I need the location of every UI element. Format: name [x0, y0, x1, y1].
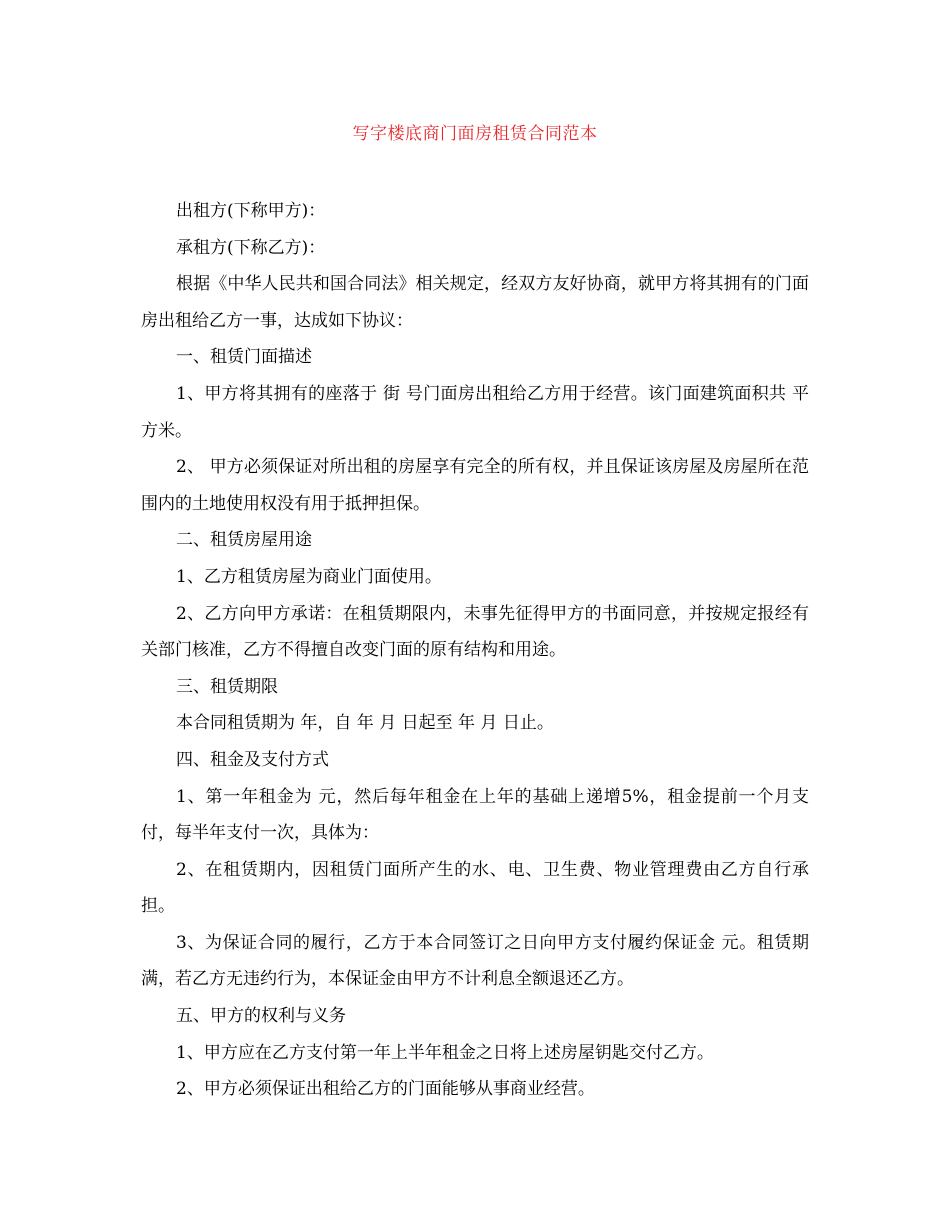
paragraph-lessor: 出租方(下称甲方)：	[176, 201, 326, 221]
section-heading-2: 二、租赁房屋用途	[176, 530, 312, 551]
section-heading-3: 三、租赁期限	[176, 676, 278, 697]
document-body	[141, 193, 809, 1108]
clause-5-2: 2、甲方必须保证出租给乙方的门面能够从事商业经营。	[176, 1079, 595, 1100]
clause-4-1: 1、第一年租金为 元，然后每年租金在上年的基础上递增5%，租金提前一个月支付，每半年支付一次，具体为：	[141, 786, 809, 844]
document-title: 写字楼底商门面房租赁合同范本	[352, 124, 598, 144]
clause-2-1: 1、乙方租赁房屋为商业门面使用。	[176, 566, 442, 587]
section-heading-1: 一、租赁门面描述	[176, 347, 312, 368]
clause-1-1: 1、甲方将其拥有的座落于 街 号门面房出租给乙方用于经营。该门面建筑面积共 平方米。	[141, 383, 809, 441]
section-heading-4: 四、租金及支付方式	[176, 749, 329, 770]
clause-1-2: 2、 甲方必须保证对所出租的房屋享有完全的所有权，并且保证该房屋及房屋所在范围内的土地使用权没有用于抵押担保。	[141, 457, 809, 514]
clause-3-1: 本合同租赁期为 年，自 年 月 日起至 年 月 日止。	[176, 713, 554, 734]
paragraph-preamble: 根据《中华人民共和国合同法》相关规定，经双方友好协商，就甲方将其拥有的门面房出租给乙方一事，达成如下协议：	[141, 274, 809, 331]
clause-4-3: 3、为保证合同的履行，乙方于本合同签订之日向甲方支付履约保证金 元。租赁期满，若乙方无违约行为，本保证金由甲方不计利息全额退还乙方。	[141, 932, 809, 990]
section-heading-5: 五、甲方的权利与义务	[176, 1006, 346, 1027]
clause-4-2: 2、在租赁期内，因租赁门面所产生的水、电、卫生费、物业管理费由乙方自行承担。	[141, 859, 809, 917]
clause-2-2: 2、乙方向甲方承诺：在租赁期限内，未事先征得甲方的书面同意，并按规定报经有关部门核准，乙方不得擅自改变门面的原有结构和用途。	[141, 603, 809, 661]
paragraph-lessee: 承租方(下称乙方)：	[176, 237, 326, 258]
clause-5-1: 1、甲方应在乙方支付第一年上半年租金之日将上述房屋钥匙交付乙方。	[176, 1042, 714, 1063]
